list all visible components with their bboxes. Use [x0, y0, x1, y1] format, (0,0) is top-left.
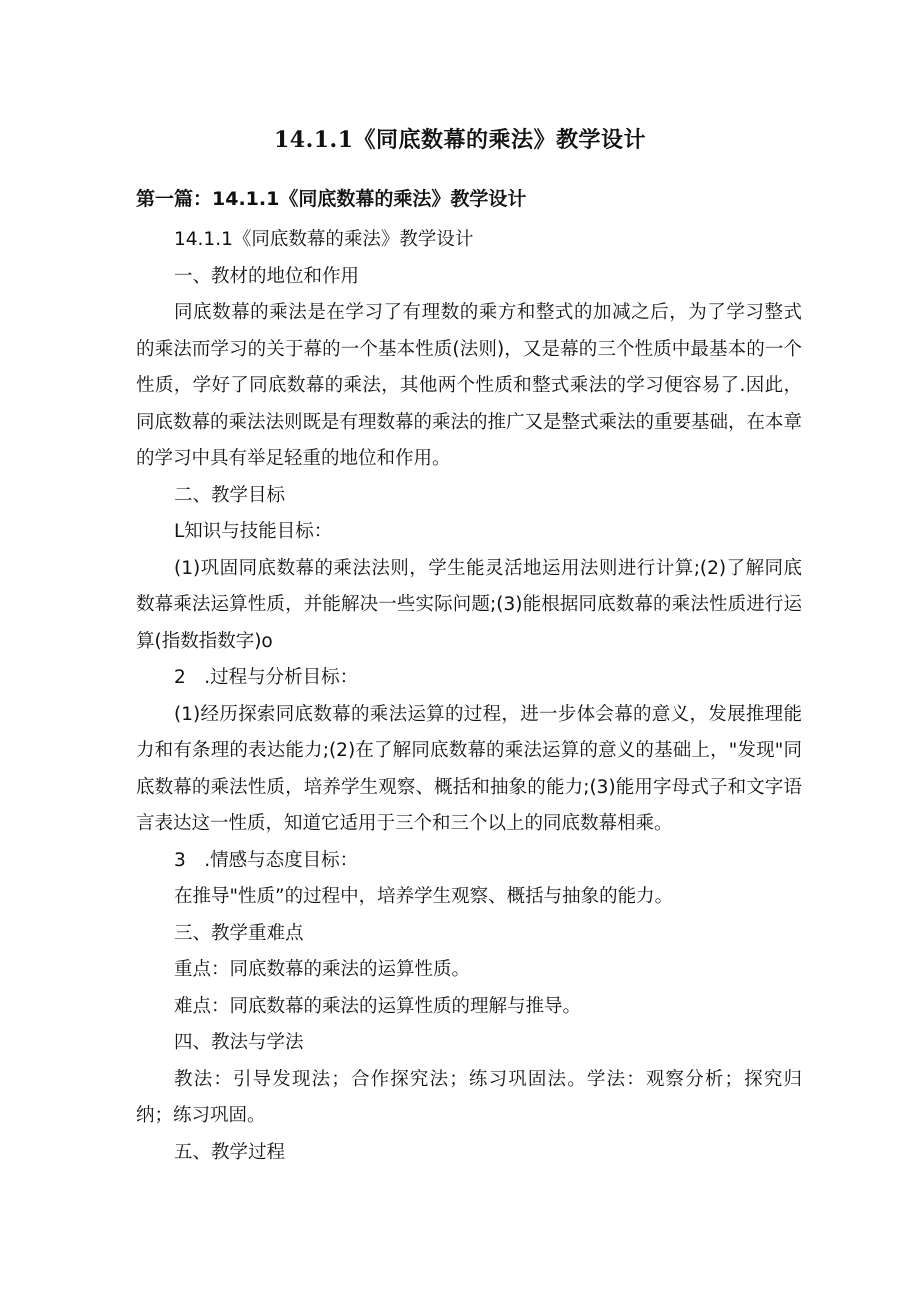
heading-teaching-process: 五、教学过程	[174, 1141, 286, 1163]
heading-textbook-role: 一、教材的地位和作用	[174, 265, 360, 287]
paragraph-subtitle: 14.1.1《同底数幕的乘法》教学设计	[174, 229, 474, 250]
paragraph-knowledge-goals: (1)巩固同底数幕的乘法法则，学生能灵活地运用法则进行计算;(2)了解同底数幕乘法运算性质，并能解决一些实际问题;(3)能根据同底数幕的乘法性质进行运算(指数指数字)o	[136, 557, 802, 652]
heading-attitude-goals: 3 .情感与态度目标：	[174, 849, 359, 871]
heading-teaching-goals: 二、教学目标	[174, 484, 286, 506]
heading-key-points: 三、教学重难点	[174, 922, 304, 944]
paragraph-key-point: 重点：同底数幕的乘法的运算性质。	[174, 959, 471, 980]
paragraph-difficult-point: 难点：同底数幕的乘法的运算性质的理解与推导。	[174, 995, 582, 1017]
heading-process-goals: 2 .过程与分析目标：	[174, 667, 359, 688]
paragraph-attitude-goals: 在推导"性质”的过程中，培养学生观察、概括与抽象的能力。	[174, 886, 674, 907]
document-title: 14.1.1《同底数幕的乘法》教学设计	[273, 127, 647, 153]
heading-methods: 四、教法与学法	[174, 1032, 304, 1053]
heading-knowledge-goals: L知识与技能目标：	[174, 521, 333, 542]
document-body	[136, 222, 802, 1171]
section-heading: 第一篇：14.1.1《同底数幕的乘法》教学设计	[136, 188, 527, 210]
paragraph-methods: 教法：引导发现法；合作探究法；练习巩固法。学法：观察分析；探究归纳；练习巩固。	[136, 1068, 802, 1126]
paragraph-process-goals: (1)经历探索同底数幕的乘法运算的过程，进一步体会幕的意义，发展推理能力和有条理的表达能力;(2)在了解同底数幕的乘法运算的意义的基础上，"发现"同底数幕的乘法性质，培养学生观察、概括和抽象的能力;(3)能用字母式子和文字语言表达这一性质，知道它适用于三个和三个以上的同底数幕相乘。	[136, 703, 802, 834]
paragraph-textbook-role: 同底数幕的乘法是在学习了有理数的乘方和整式的加减之后，为了学习整式的乘法而学习的关于幕的一个基本性质(法则)，又是幕的三个性质中最基本的一个性质，学好了同底数幕的乘法，其他两个性质和整式乘法的学习便容易了.因此，同底数幕的乘法法则既是有理数幕的乘法的推广又是整式乘法的重要基础，在本章的学习中具有举足轻重的地位和作用。	[136, 302, 803, 469]
